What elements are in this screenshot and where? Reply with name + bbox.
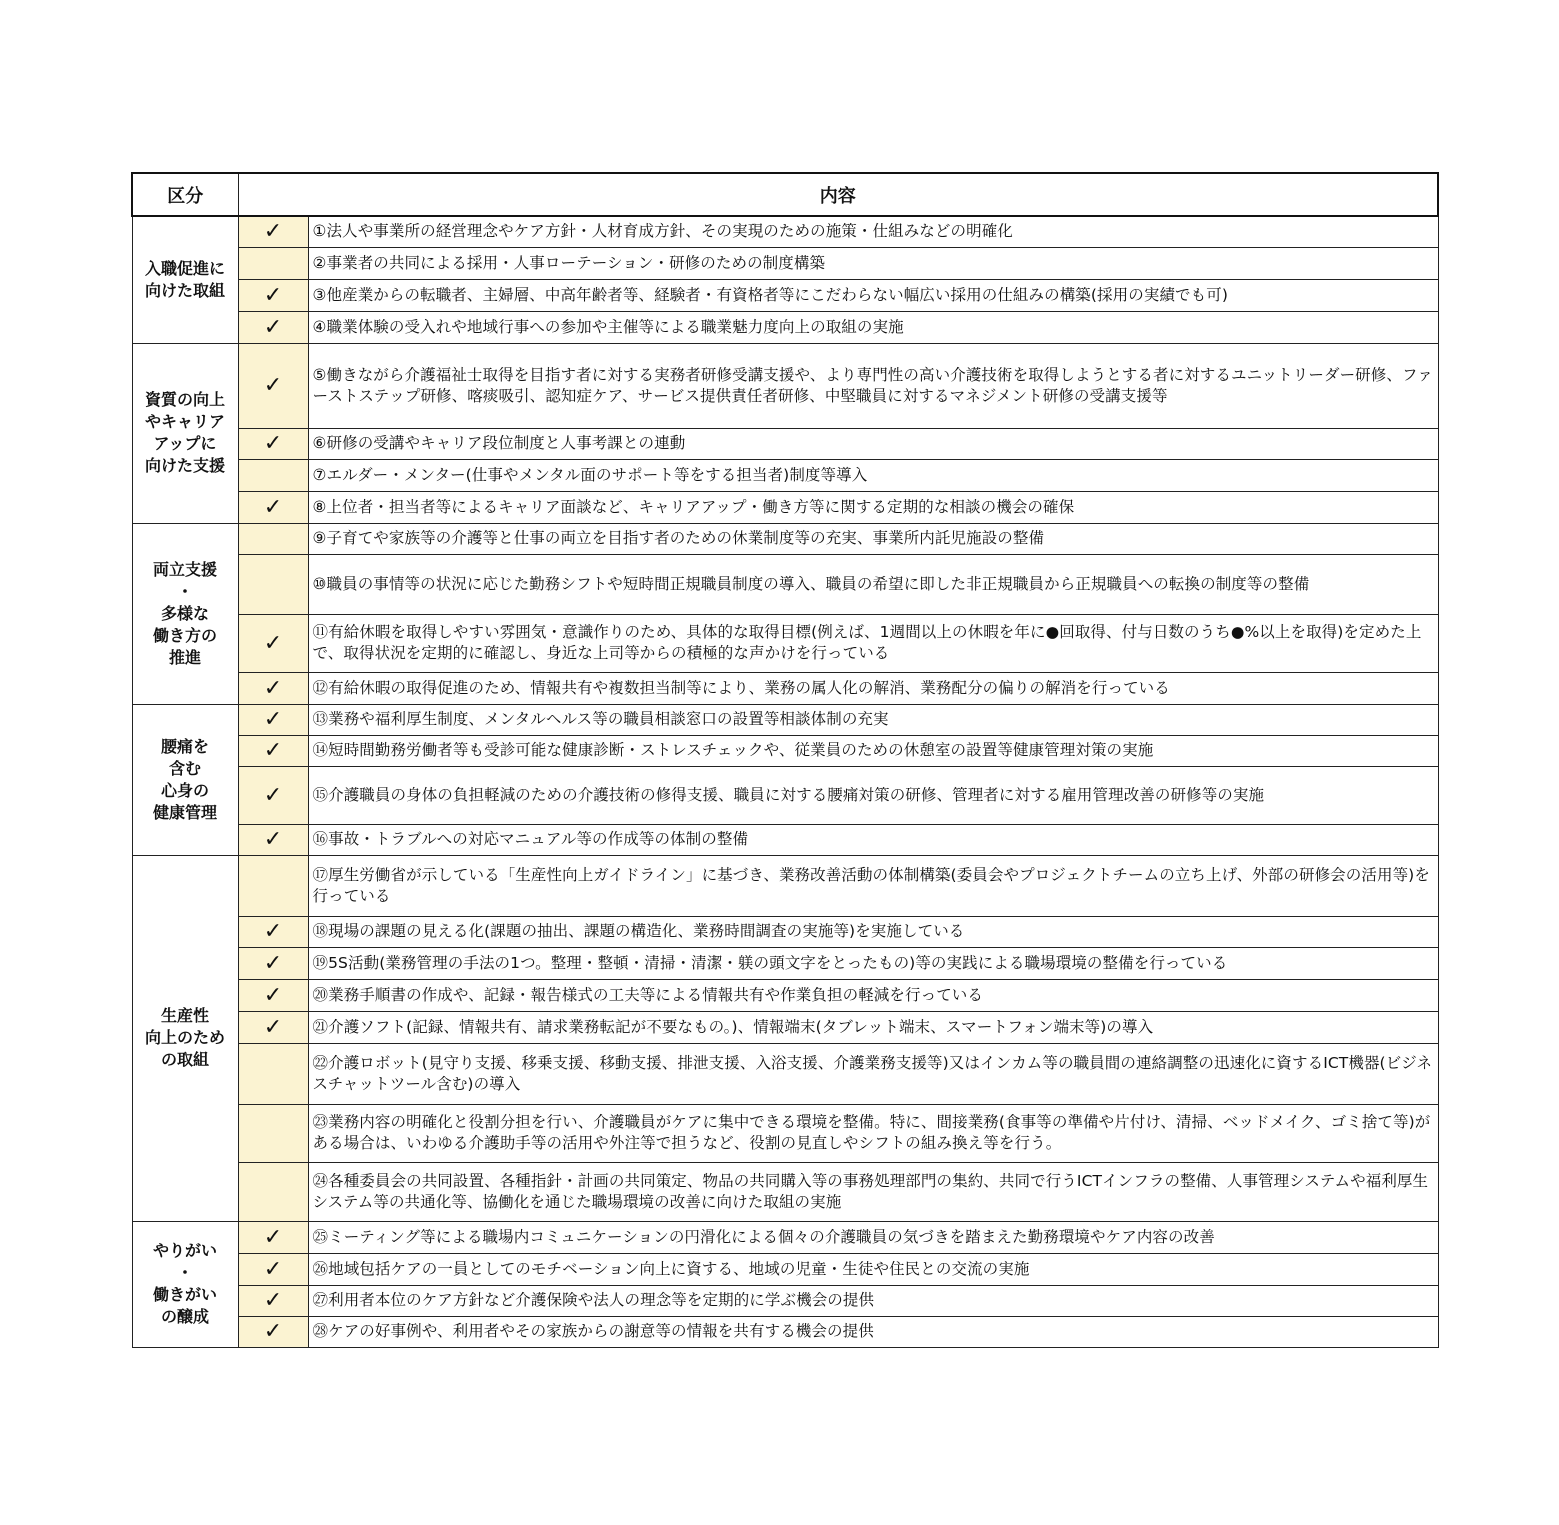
- content-cell: ⑬業務や福利厚生制度、メンタルヘルス等の職員相談窓口の設置等相談体制の充実: [308, 704, 1438, 735]
- check-cell: [238, 947, 308, 979]
- check-mark-icon: ✓: [263, 282, 283, 308]
- table-row: [132, 1162, 1438, 1221]
- category-cell: 資質の向上 やキャリア アップに 向けた支援: [132, 343, 238, 523]
- content-cell: ⑧上位者・担当者等によるキャリア面談など、キャリアアップ・働き方等に関する定期的な相談の機会の確保: [308, 491, 1438, 523]
- content-cell: ⑩職員の事情等の状況に応じた勤務シフトや短時間正規職員制度の導入、職員の希望に即した非正規職員から正規職員への転換の制度等の整備: [308, 554, 1438, 614]
- content-cell: ⑤働きながら介護福祉士取得を目指す者に対する実務者研修受講支援や、より専門性の高い介護技術を取得しようとする者に対するユニットリーダー研修、ファーストステップ研修、喀痰吸引、認知症ケア、サービス提供責任者研修、中堅職員に対するマネジメント研修の受講支援等: [308, 343, 1438, 428]
- table-row: [132, 216, 1438, 247]
- content-cell: ㉖地域包括ケアの一員としてのモチベーション向上に資する、地域の児童・生徒や住民との交流の実施: [308, 1253, 1438, 1285]
- content-cell: ⑱現場の課題の見える化(課題の抽出、課題の構造化、業務時間調査の実施等)を実施している: [308, 916, 1438, 947]
- check-mark-icon: ✓: [263, 630, 283, 656]
- content-cell: ②事業者の共同による採用・人事ローテーション・研修のための制度構築: [308, 247, 1438, 279]
- content-cell: ㉘ケアの好事例や、利用者やその家族からの謝意等の情報を共有する機会の提供: [308, 1316, 1438, 1347]
- table-row: [132, 947, 1438, 979]
- table-row: [132, 1011, 1438, 1043]
- check-mark-icon: ✓: [263, 827, 283, 852]
- table-row: [132, 1221, 1438, 1253]
- check-cell: [238, 428, 308, 459]
- content-cell: ⑯事故・トラブルへの対応マニュアル等の作成等の体制の整備: [308, 824, 1438, 855]
- check-cell: [238, 1221, 308, 1253]
- check-cell: [238, 855, 308, 916]
- header-category: 区分: [132, 173, 238, 216]
- table-row: [132, 855, 1438, 916]
- table-row: [132, 735, 1438, 766]
- check-mark-icon: ✓: [263, 373, 283, 398]
- check-cell: [238, 216, 308, 247]
- table-row: [132, 428, 1438, 459]
- table-row: [132, 916, 1438, 947]
- check-mark-icon: ✓: [263, 782, 283, 808]
- category-cell: 入職促進に 向けた取組: [132, 216, 238, 343]
- table-row: [132, 554, 1438, 614]
- check-mark-icon: ✓: [263, 1288, 283, 1313]
- check-mark-icon: ✓: [263, 1224, 283, 1250]
- check-cell: [238, 343, 308, 428]
- table-row: [132, 523, 1438, 554]
- check-mark-icon: ✓: [263, 431, 283, 456]
- content-cell: ㉑介護ソフト(記録、情報共有、請求業務転記が不要なもの。)、情報端末(タブレット端末、スマートフォン端末等)の導入: [308, 1011, 1438, 1043]
- check-cell: [238, 1104, 308, 1162]
- content-cell: ㉒介護ロボット(見守り支援、移乗支援、移動支援、排泄支援、入浴支援、介護業務支援等)又はインカム等の職員間の連絡調整の迅速化に資するICT機器(ビジネスチャットツール含む)の導入: [308, 1043, 1438, 1104]
- check-cell: [238, 1043, 308, 1104]
- content-cell: ⑦エルダー・メンター(仕事やメンタル面のサポート等をする担当者)制度等導入: [308, 459, 1438, 491]
- header-row: [132, 173, 1438, 216]
- check-mark-icon: ✓: [263, 494, 283, 520]
- measures-table: [131, 172, 1439, 1348]
- content-cell: ㉔各種委員会の共同設置、各種指針・計画の共同策定、物品の共同購入等の事務処理部門の集約、共同で行うICTインフラの整備、人事管理システムや福利厚生システム等の共通化等、協働化を通じた職場環境の改善に向けた取組の実施: [308, 1162, 1438, 1221]
- table-row: [132, 614, 1438, 672]
- check-cell: [238, 459, 308, 491]
- check-mark-icon: ✓: [263, 1319, 283, 1344]
- check-cell: [238, 766, 308, 824]
- check-cell: [238, 916, 308, 947]
- check-mark-icon: ✓: [263, 738, 283, 763]
- check-cell: [238, 311, 308, 343]
- check-mark-icon: ✓: [263, 219, 283, 245]
- check-mark-icon: ✓: [263, 707, 283, 732]
- content-cell: ⑰厚生労働省が示している「生産性向上ガイドライン」に基づき、業務改善活動の体制構築(委員会やプロジェクトチームの立ち上げ、外部の研修会の活用等)を行っている: [308, 855, 1438, 916]
- check-mark-icon: ✓: [263, 314, 283, 340]
- check-cell: [238, 1253, 308, 1285]
- content-cell: ㉓業務内容の明確化と役割分担を行い、介護職員がケアに集中できる環境を整備。特に、間接業務(食事等の準備や片付け、清掃、ベッドメイク、ゴミ捨て等)がある場合は、いわゆる介護助手等の活用や外注等で担うなど、役割の見直しやシフトの組み換え等を行う。: [308, 1104, 1438, 1162]
- table-row: [132, 1253, 1438, 1285]
- table-row: [132, 1316, 1438, 1347]
- check-cell: [238, 1285, 308, 1316]
- content-cell: ⑭短時間勤務労働者等も受診可能な健康診断・ストレスチェックや、従業員のための休憩室の設置等健康管理対策の実施: [308, 735, 1438, 766]
- check-cell: [238, 735, 308, 766]
- table-row: [132, 491, 1438, 523]
- table-row: [132, 766, 1438, 824]
- check-cell: [238, 824, 308, 855]
- check-cell: [238, 554, 308, 614]
- check-cell: [238, 704, 308, 735]
- table-row: [132, 343, 1438, 428]
- check-mark-icon: ✓: [263, 919, 283, 944]
- category-cell: やりがい ・ 働きがい の醸成: [132, 1221, 238, 1347]
- table-row: [132, 311, 1438, 343]
- check-cell: [238, 523, 308, 554]
- content-cell: ④職業体験の受入れや地域行事への参加や主催等による職業魅力度向上の取組の実施: [308, 311, 1438, 343]
- check-mark-icon: ✓: [263, 950, 283, 976]
- check-mark-icon: ✓: [263, 1256, 283, 1282]
- table-row: [132, 1043, 1438, 1104]
- content-cell: ③他産業からの転職者、主婦層、中高年齢者等、経験者・有資格者等にこだわらない幅広い採用の仕組みの構築(採用の実績でも可): [308, 279, 1438, 311]
- category-cell: 両立支援 ・ 多様な 働き方の 推進: [132, 523, 238, 704]
- content-cell: ㉕ミーティング等による職場内コミュニケーションの円滑化による個々の介護職員の気づきを踏まえた勤務環境やケア内容の改善: [308, 1221, 1438, 1253]
- table-row: [132, 1285, 1438, 1316]
- table-row: [132, 979, 1438, 1011]
- header-content: 内容: [238, 173, 1438, 216]
- check-cell: [238, 979, 308, 1011]
- table-row: [132, 672, 1438, 704]
- table-row: [132, 1104, 1438, 1162]
- check-mark-icon: ✓: [263, 1014, 283, 1040]
- content-cell: ①法人や事業所の経営理念やケア方針・人材育成方針、その実現のための施策・仕組みなどの明確化: [308, 216, 1438, 247]
- category-cell: 生産性 向上のため の取組: [132, 855, 238, 1221]
- check-cell: [238, 279, 308, 311]
- table-body: [132, 216, 1438, 1347]
- content-cell: ⑪有給休暇を取得しやすい雰囲気・意識作りのため、具体的な取得目標(例えば、1週間以上の休暇を年に●回取得、付与日数のうち●%以上を取得)を定めた上で、取得状況を定期的に確認し、身近な上司等からの積極的な声かけを行っている: [308, 614, 1438, 672]
- content-cell: ⑥研修の受講やキャリア段位制度と人事考課との連動: [308, 428, 1438, 459]
- check-mark-icon: ✓: [263, 982, 283, 1008]
- check-cell: [238, 1011, 308, 1043]
- check-cell: [238, 1316, 308, 1347]
- check-cell: [238, 672, 308, 704]
- check-cell: [238, 1162, 308, 1221]
- table-row: [132, 824, 1438, 855]
- content-cell: ⑲5S活動(業務管理の手法の1つ。整理・整頓・清掃・清潔・躾の頭文字をとったもの)等の実践による職場環境の整備を行っている: [308, 947, 1438, 979]
- content-cell: ⑮介護職員の身体の負担軽減のための介護技術の修得支援、職員に対する腰痛対策の研修、管理者に対する雇用管理改善の研修等の実施: [308, 766, 1438, 824]
- content-cell: ⑫有給休暇の取得促進のため、情報共有や複数担当制等により、業務の属人化の解消、業務配分の偏りの解消を行っている: [308, 672, 1438, 704]
- table-row: [132, 459, 1438, 491]
- check-mark-icon: ✓: [263, 675, 283, 701]
- content-cell: ㉗利用者本位のケア方針など介護保険や法人の理念等を定期的に学ぶ機会の提供: [308, 1285, 1438, 1316]
- table-row: [132, 279, 1438, 311]
- category-cell: 腰痛を 含む 心身の 健康管理: [132, 704, 238, 855]
- table-row: [132, 704, 1438, 735]
- check-cell: [238, 247, 308, 279]
- check-cell: [238, 614, 308, 672]
- content-cell: ⑳業務手順書の作成や、記録・報告様式の工夫等による情報共有や作業負担の軽減を行っている: [308, 979, 1438, 1011]
- content-cell: ⑨子育てや家族等の介護等と仕事の両立を目指す者のための休業制度等の充実、事業所内託児施設の整備: [308, 523, 1438, 554]
- table-row: [132, 247, 1438, 279]
- check-cell: [238, 491, 308, 523]
